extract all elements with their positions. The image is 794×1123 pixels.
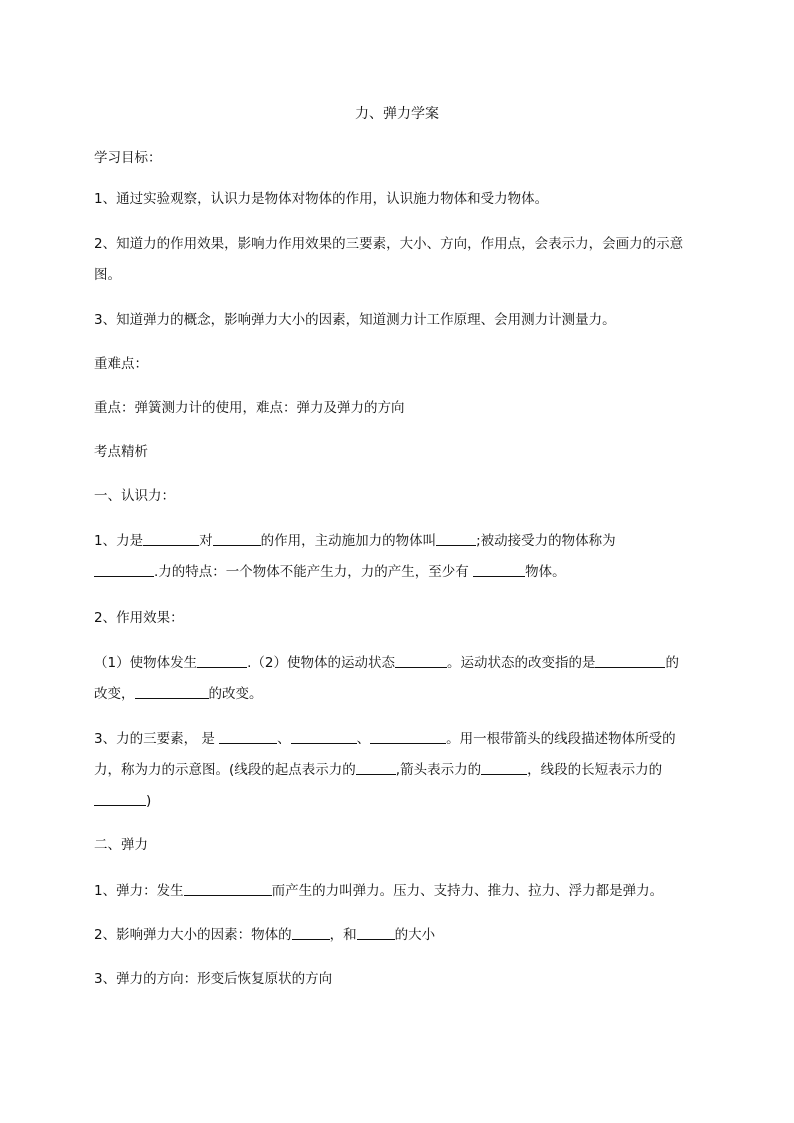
fill-blank[interactable] (94, 790, 146, 806)
elastic-3: 3、弹力的方向：形变后恢复原状的方向 (94, 971, 333, 987)
key-points-heading: 重难点： (94, 356, 148, 372)
q3-text-e: 力，称为力的示意图。(线段的起点表示力的 (94, 762, 356, 778)
page-title: 力、弹力学案 (355, 106, 439, 122)
fill-blank[interactable] (143, 530, 199, 546)
q3-text-b: 、 (277, 731, 291, 747)
e1-text-b: 而产生的力叫弹力。压力、支持力、推力、拉力、浮力都是弹力。 (271, 883, 664, 899)
e2-text-c: 的大小 (394, 927, 436, 943)
q3-text-h: ) (146, 793, 152, 809)
fill-blank[interactable] (357, 924, 395, 940)
fill-blank[interactable] (94, 561, 154, 577)
q3-text-d: 。用一根带箭头的线段描述物体所受的 (446, 731, 676, 747)
q2-text-e: 改变， (94, 686, 135, 702)
fill-blank[interactable] (219, 728, 277, 744)
q3-text-a: 3、力的三要素， 是 (94, 731, 220, 747)
q3-text-g: ，线段的长短表示力的 (527, 762, 663, 778)
section-2-heading: 二、弹力 (94, 837, 148, 853)
q2-text-b: .（2）使物体的运动状态 (247, 655, 395, 671)
fill-blank[interactable] (395, 652, 447, 668)
key-points-text: 重点：弹簧测力计的使用，难点：弹力及弹力的方向 (94, 400, 405, 416)
question-1-line-1 (94, 526, 706, 557)
goal-2-line-2: 图。 (94, 267, 121, 283)
fill-blank[interactable] (356, 759, 396, 775)
fill-blank[interactable] (213, 530, 261, 546)
analysis-heading: 考点精析 (94, 444, 148, 460)
q3-text-f: ,箭头表示力的 (395, 762, 482, 778)
q2-text-d: 的 (665, 655, 679, 671)
fill-blank[interactable] (436, 530, 476, 546)
goals-heading: 学习目标： (94, 150, 162, 166)
fill-blank[interactable] (184, 880, 272, 896)
q1-text-f: 物体。 (525, 564, 566, 580)
q2-text-a: （1）使物体发生 (94, 655, 198, 671)
q1-text-c: 的作用，主动施加力的物体叫 (260, 533, 437, 549)
fill-blank[interactable] (481, 759, 527, 775)
goal-1: 1、通过实验观察，认识力是物体对物体的作用，认识施力物体和受力物体。 (94, 191, 549, 207)
q2-text-f: 的改变。 (208, 686, 263, 702)
q3-text-c: 、 (356, 731, 371, 747)
fill-blank[interactable] (292, 924, 330, 940)
elastic-1 (94, 876, 706, 907)
elastic-2 (94, 920, 706, 951)
question-3-line-1 (94, 724, 706, 755)
question-3-line-3 (94, 786, 706, 817)
section-1-heading: 一、认识力： (94, 488, 175, 504)
goal-3: 3、知道弹力的概念，影响弹力大小的因素，知道测力计工作原理、会用测力计测量力。 (94, 312, 616, 328)
question-2-heading: 2、作用效果： (94, 610, 184, 626)
fill-blank[interactable] (135, 683, 209, 699)
goal-2-line-1: 2、知道力的作用效果，影响力作用效果的三要素，大小、方向，作用点，会表示力，会画力的示意 (94, 236, 684, 252)
question-2-line-1 (94, 648, 706, 679)
q1-text-e: .力的特点：一个物体不能产生力，力的产生，至少有 (154, 564, 474, 580)
q1-text-a: 1、力是 (94, 533, 144, 549)
question-1-line-2 (94, 557, 706, 588)
question-3-line-2 (94, 755, 706, 786)
question-2-line-2 (94, 679, 706, 710)
q1-text-b: 对 (199, 533, 213, 549)
fill-blank[interactable] (595, 652, 665, 668)
fill-blank[interactable] (291, 728, 357, 744)
q1-text-d: ;被动接受力的物体称为 (476, 533, 616, 549)
e2-text-a: 2、影响弹力大小的因素：物体的 (94, 927, 292, 943)
fill-blank[interactable] (473, 561, 525, 577)
e2-text-b: ，和 (329, 927, 357, 943)
e1-text-a: 1、弹力：发生 (94, 883, 184, 899)
q2-text-c: 。运动状态的改变指的是 (446, 655, 596, 671)
fill-blank[interactable] (370, 728, 446, 744)
fill-blank[interactable] (197, 652, 247, 668)
